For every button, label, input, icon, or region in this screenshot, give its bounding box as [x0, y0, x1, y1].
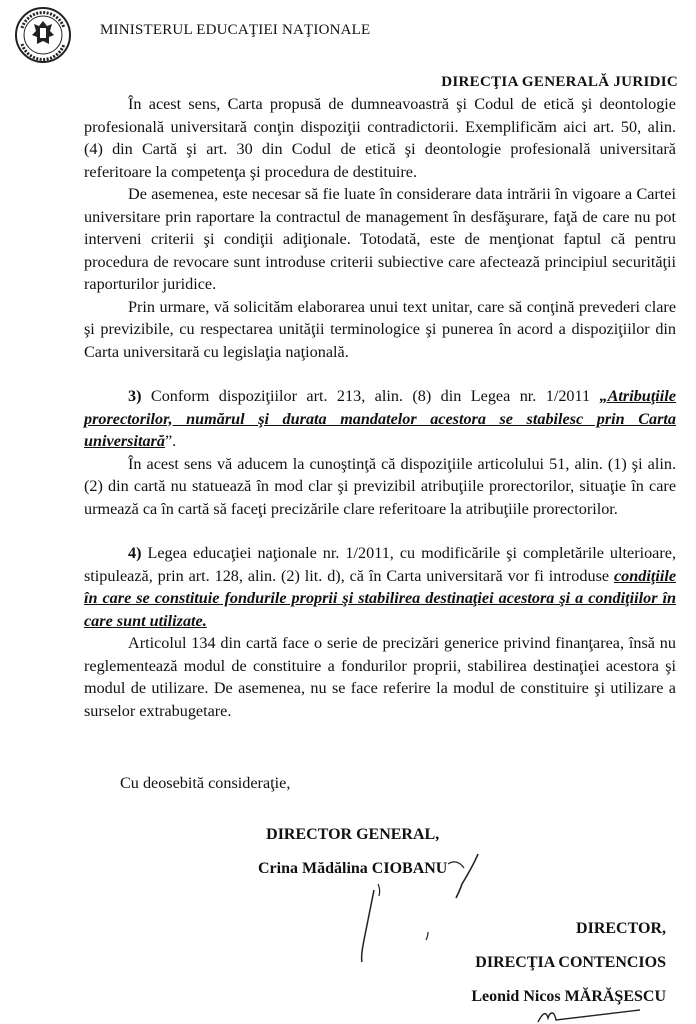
letterhead — [14, 6, 684, 66]
section-number: 3) — [128, 387, 142, 405]
legal-quote: condiţiile în care se constituie fondurile proprii şi stabilirea destinaţiei acestora şi a condiţiilor în care sunt utilizate. — [84, 566, 676, 630]
paragraph: Articolul 134 din cartă face o serie de precizări generice privind finanţarea, însă nu reglementează modul de constituire a fondurilor proprii, stabilirea destinaţiei acestora şi modul de utilizare. De asemenea, nu se face referire la modul de constituire şi utilizare a surselor extrabugetare. — [84, 634, 676, 720]
dg-name: Crina Mădălina CIOBANU — [258, 860, 448, 877]
section-3 — [84, 385, 676, 453]
handwritten-signature-dir — [350, 880, 440, 970]
dir-title: DIRECTOR, — [576, 920, 666, 937]
department-name: DIRECŢIA GENERALĂ JURIDIC — [441, 74, 678, 90]
dir-name: Leonid Nicos MĂRĂŞESCU — [471, 988, 666, 1005]
letter-body — [84, 93, 676, 722]
dg-title: DIRECTOR GENERAL, — [266, 826, 440, 843]
government-seal-icon — [14, 6, 72, 64]
director-signature-block — [471, 912, 666, 1014]
section-number: 4) — [128, 544, 142, 562]
handwritten-initials — [530, 1004, 650, 1024]
paragraph: În acest sens vă aducem la cunoştinţă că dispoziţiile articolului 51, alin. (1) şi alin. (2) din cartă nu statuează în mod clar şi previzibil atribuţiile prorectorilor, situaţie în care urmează ca în cartă să faceţi precizările clare referitoare la atribuţiile prorectorilor. — [84, 454, 676, 518]
ministry-name: MINISTERUL EDUCAŢIEI NAŢIONALE — [100, 22, 371, 38]
paragraph: Prin urmare, vă solicităm elaborarea unui text unitar, care să conţină prevederi clare şi previzibile, cu respectarea unităţii terminologice şi punerea în acord a dispoziţiilor din Carta universitară cu legislaţia naţională. — [84, 297, 676, 361]
quote-close: ”. — [164, 432, 177, 450]
handwritten-signature-dg — [440, 850, 500, 900]
closing-salutation: Cu deosebită consideraţie, — [120, 774, 291, 792]
paragraph: De asemenea, este necesar să fie luate în considerare data intrării în vigoare a Cartei universitare prin raportare la contractul de management în desfăşurare, faţă de care nu pot interveni criterii şi condiţii adiţionale. Totodată, este de menţionat faptul că pentru procedura de revocare sunt introduse criterii subiective care afectează principiul securităţii raporturilor juridice. — [84, 185, 676, 293]
section-intro: Conform dispoziţiilor art. 213, alin. (8) din Legea nr. 1/2011 — [141, 387, 600, 405]
paragraph: În acest sens, Carta propusă de dumneavoastră şi Codul de etică şi deontologie profesională universitară conţin dispoziţii contradictorii. Exemplificăm aici art. 50, alin. (4) din Cartă şi art. 30 din Codul de etică şi deontologie profesională universitară referitoare la competenţa şi procedura de destituire. — [84, 95, 676, 181]
section-4 — [84, 542, 676, 632]
section-intro: Legea educaţiei naţionale nr. 1/2011, cu modificările şi completările ulterioare, stipulează, prin art. 128, alin. (2) lit. d), că în Carta universitară vor fi introduse — [84, 544, 676, 585]
director-general-signature-block — [258, 818, 447, 886]
legal-quote: „Atribuţiile prorectorilor, numărul şi durata mandatelor acestora se stabilesc prin Carta universitară — [84, 387, 676, 450]
dir-department: DIRECŢIA CONTENCIOS — [475, 954, 666, 971]
